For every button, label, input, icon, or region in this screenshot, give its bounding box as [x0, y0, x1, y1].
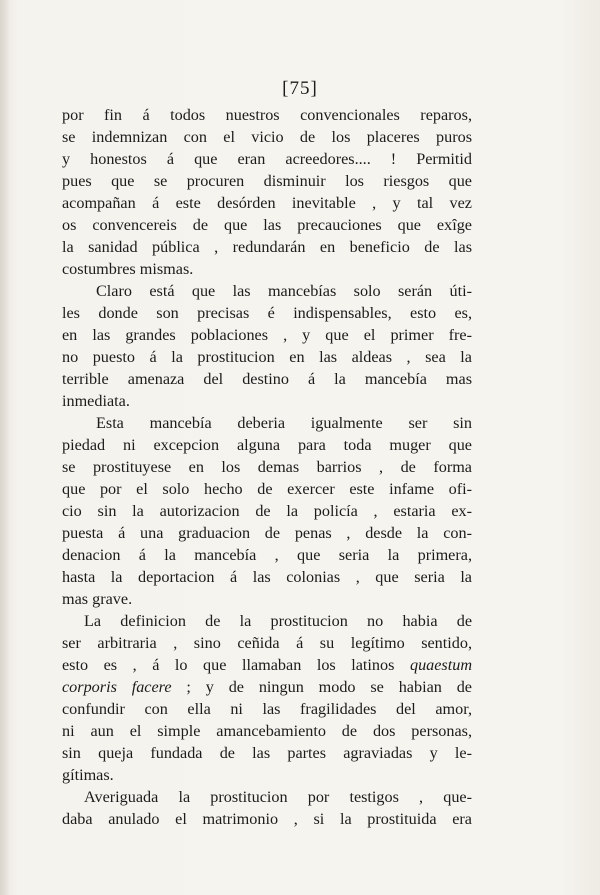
- text-line: en las grandes poblaciones , y que el primer fre-: [62, 326, 472, 344]
- text-segment: esto es , á lo que llamaban los latinos: [62, 656, 395, 674]
- text-line: se indemnizan con el vicio de los placeres puros: [62, 128, 472, 146]
- text-line: piedad ni excepcion alguna para toda muger que: [62, 436, 472, 454]
- paragraph-2: [62, 280, 472, 412]
- text-line: inmediata.: [62, 392, 130, 410]
- body-text: [62, 104, 472, 830]
- text-line: daba anulado el matrimonio , si la prostituida era: [62, 810, 472, 828]
- text-line: la sanidad pública , redundarán en beneficio de las: [62, 238, 472, 256]
- text-line: [62, 654, 472, 676]
- text-line: Claro está que las mancebías solo serán úti-: [96, 282, 472, 300]
- text-line: cio sin la autorizacion de la policía , estaria ex-: [62, 502, 472, 520]
- text-line: que por el solo hecho de exercer este infame ofi-: [62, 480, 472, 498]
- text-line: os convencereis de que las precauciones que exîge: [62, 216, 472, 234]
- text-line: por fin á todos nuestros convencionales reparos,: [62, 106, 472, 124]
- latin-phrase: quaestum: [409, 656, 473, 674]
- text-line: ser arbitraria , sino ceñida á su legítimo sentido,: [62, 634, 472, 652]
- text-line: [62, 676, 472, 698]
- text-line: mas grave.: [62, 590, 133, 608]
- latin-phrase: corporis facere: [62, 678, 172, 696]
- text-line: no puesto á la prostitucion en las aldeas , sea la: [62, 348, 472, 366]
- text-line: les donde son precisas é indispensables, esto es,: [62, 304, 472, 322]
- text-line: y honestos á que eran acreedores.... ! Permitid: [62, 150, 472, 168]
- page-gutter-shadow: [0, 0, 10, 895]
- text-line: ni aun el simple amancebamiento de dos personas,: [62, 722, 472, 740]
- text-line: acompañan á este desórden inevitable , y tal vez: [62, 194, 472, 212]
- text-line: La definicion de la prostitucion no habia de: [84, 612, 472, 630]
- paragraph-4: [62, 610, 472, 786]
- paragraph-5: [62, 786, 472, 830]
- text-line: hasta la deportacion á las colonias , que seria la: [62, 568, 472, 586]
- text-line: terrible amenaza del destino á la mancebía mas: [62, 370, 472, 388]
- text-line: confundir con ella ni las fragilidades del amor,: [62, 700, 472, 718]
- text-line: gítimas.: [62, 766, 114, 784]
- text-line: Averiguada la prostitucion por testigos , que-: [84, 788, 472, 806]
- text-segment: ; y de ningun modo se habian de: [171, 678, 472, 696]
- paragraph-1: [62, 104, 472, 280]
- text-line: costumbres mismas.: [62, 260, 194, 278]
- text-line: puesta á una graduacion de penas , desde la con-: [62, 524, 472, 542]
- text-line: se prostituyese en los demas barrios , de forma: [62, 458, 472, 476]
- page-number: [75]: [282, 78, 318, 99]
- text-line: sin queja fundada de las partes agraviadas y le-: [62, 744, 472, 762]
- text-line: pues que se procuren disminuir los riesgos que: [62, 172, 472, 190]
- paragraph-3: [62, 412, 472, 610]
- text-line: Esta mancebía deberia igualmente ser sin: [96, 414, 472, 432]
- text-line: denacion á la mancebía , que seria la primera,: [62, 546, 472, 564]
